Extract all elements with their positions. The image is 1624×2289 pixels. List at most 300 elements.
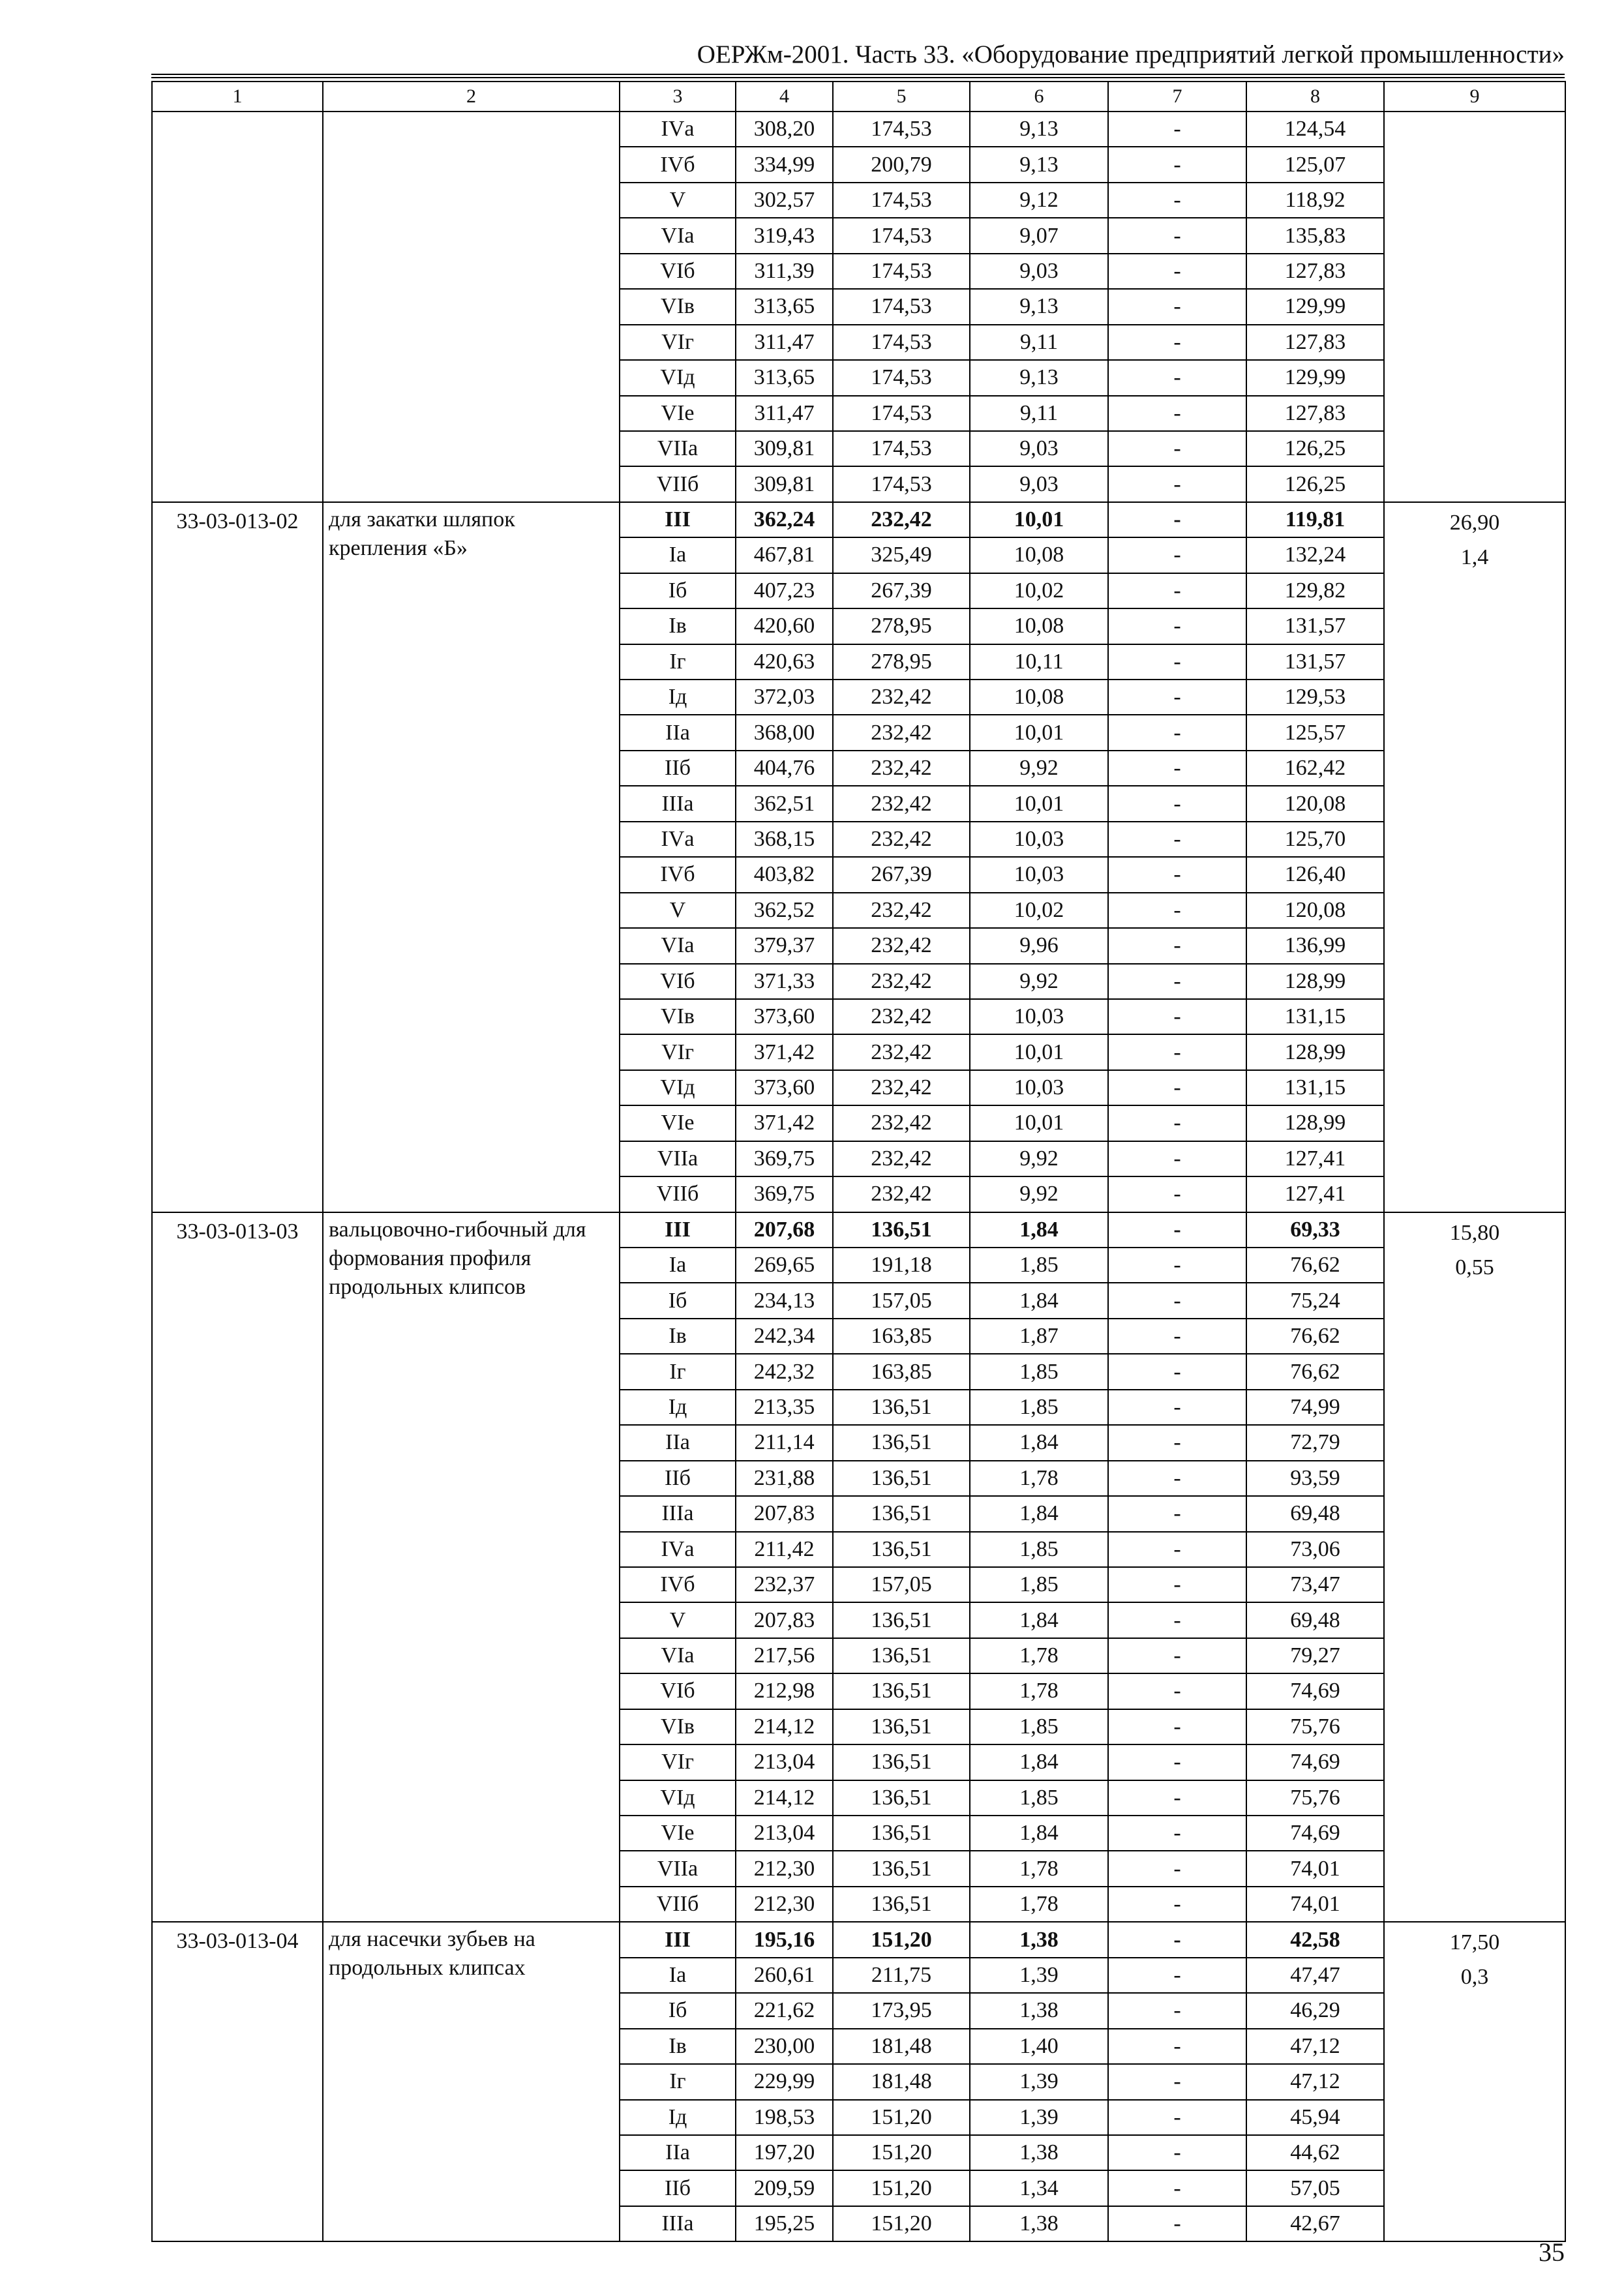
wages-cell: 232,42 (833, 751, 970, 786)
materials-cell: 69,33 (1246, 1212, 1384, 1248)
wages-cell: 174,53 (833, 218, 970, 253)
wages-cell: 278,95 (833, 644, 970, 680)
materials-cell: 129,99 (1246, 360, 1384, 395)
materials-cell: 127,83 (1246, 325, 1384, 360)
materials-cell: 125,57 (1246, 715, 1384, 750)
total-cost-cell: 234,13 (736, 1283, 833, 1318)
wages-cell: 325,49 (833, 537, 970, 573)
machinist-wages-cell: - (1108, 1141, 1246, 1176)
zone-cell: VIа (620, 928, 736, 963)
table-row (152, 502, 1565, 537)
zone-cell: Iд (620, 2100, 736, 2135)
zone-cell: Iб (620, 573, 736, 608)
machinist-wages-cell: - (1108, 2135, 1246, 2170)
total-cost-cell: 313,65 (736, 289, 833, 324)
total-cost-cell: 371,42 (736, 1034, 833, 1070)
machine-cost-cell: 10,02 (970, 573, 1108, 608)
machinist-wages-cell: - (1108, 325, 1246, 360)
machinist-wages-cell: - (1108, 857, 1246, 892)
zone-cell: VIв (620, 999, 736, 1034)
machinist-wages-cell: - (1108, 1496, 1246, 1531)
machinist-wages-cell: - (1108, 1070, 1246, 1105)
machine-cost-cell: 9,92 (970, 964, 1108, 999)
materials-cell: 128,99 (1246, 1034, 1384, 1070)
total-cost-cell: 311,47 (736, 396, 833, 431)
zone-cell: IIIа (620, 2206, 736, 2241)
machine-cost-cell: 1,78 (970, 1461, 1108, 1496)
zone-cell: Iа (620, 1248, 736, 1283)
machine-cost-cell: 1,78 (970, 1673, 1108, 1709)
zone-cell: VIг (620, 1744, 736, 1780)
machine-cost-cell: 9,92 (970, 1176, 1108, 1212)
machinist-wages-cell: - (1108, 466, 1246, 501)
labor-cell (1384, 112, 1565, 502)
machinist-wages-cell: - (1108, 822, 1246, 857)
position-code-cell (152, 112, 323, 502)
total-cost-cell: 197,20 (736, 2135, 833, 2170)
materials-cell: 47,12 (1246, 2029, 1384, 2064)
column-number-cell: 5 (833, 82, 970, 112)
materials-cell: 135,83 (1246, 218, 1384, 253)
position-code-cell: 33-03-013-02 (152, 502, 323, 1212)
materials-cell: 127,41 (1246, 1141, 1384, 1176)
wages-cell: 136,51 (833, 1532, 970, 1567)
zone-cell: Iа (620, 1958, 736, 1993)
machinist-wages-cell: - (1108, 1958, 1246, 1993)
total-cost-cell: 302,57 (736, 183, 833, 218)
wages-cell: 151,20 (833, 1922, 970, 1957)
wages-cell: 232,42 (833, 893, 970, 928)
materials-cell: 128,99 (1246, 964, 1384, 999)
total-cost-cell: 362,51 (736, 786, 833, 821)
wages-cell: 232,42 (833, 1070, 970, 1105)
wages-cell: 232,42 (833, 502, 970, 537)
machinist-wages-cell: - (1108, 2100, 1246, 2135)
materials-cell: 131,15 (1246, 999, 1384, 1034)
machinist-wages-cell: - (1108, 1638, 1246, 1673)
column-number-cell: 1 (152, 82, 323, 112)
machinist-wages-cell: - (1108, 1319, 1246, 1354)
total-cost-cell: 319,43 (736, 218, 833, 253)
machinist-wages-cell: - (1108, 999, 1246, 1034)
wages-cell: 151,20 (833, 2135, 970, 2170)
labor-cell (1384, 1922, 1565, 2241)
total-cost-cell: 373,60 (736, 999, 833, 1034)
machine-cost-cell: 1,85 (970, 1248, 1108, 1283)
wages-cell: 267,39 (833, 857, 970, 892)
labor-cell (1384, 502, 1565, 1212)
machinist-wages-cell: - (1108, 537, 1246, 573)
machinist-wages-cell: - (1108, 1744, 1246, 1780)
total-cost-cell: 213,04 (736, 1816, 833, 1851)
wages-cell: 136,51 (833, 1887, 970, 1922)
machine-cost-cell: 1,84 (970, 1816, 1108, 1851)
price-table (151, 81, 1566, 2242)
wages-cell: 151,20 (833, 2206, 970, 2241)
machine-cost-cell: 10,08 (970, 608, 1108, 644)
total-cost-cell: 269,65 (736, 1248, 833, 1283)
materials-cell: 127,83 (1246, 254, 1384, 289)
wages-cell: 174,53 (833, 360, 970, 395)
machinist-wages-cell: - (1108, 289, 1246, 324)
total-cost-cell: 195,25 (736, 2206, 833, 2241)
wages-cell: 174,53 (833, 466, 970, 501)
machinist-wages-cell: - (1108, 1816, 1246, 1851)
total-cost-cell: 211,42 (736, 1532, 833, 1567)
zone-cell: VIIа (620, 1851, 736, 1886)
total-cost-cell: 213,04 (736, 1744, 833, 1780)
wages-cell: 232,42 (833, 1141, 970, 1176)
wages-cell: 232,42 (833, 928, 970, 963)
machine-cost-cell: 1,38 (970, 2206, 1108, 2241)
table-row (152, 112, 1565, 147)
total-cost-cell: 311,39 (736, 254, 833, 289)
materials-cell: 131,57 (1246, 644, 1384, 680)
machine-cost-cell: 9,13 (970, 147, 1108, 182)
zone-cell: Iв (620, 1319, 736, 1354)
equipment-name-cell (323, 112, 620, 502)
materials-cell: 76,62 (1246, 1248, 1384, 1283)
machinist-wages-cell: - (1108, 928, 1246, 963)
wages-cell: 151,20 (833, 2170, 970, 2206)
machinist-wages-cell: - (1108, 360, 1246, 395)
materials-cell: 120,08 (1246, 786, 1384, 821)
table-row (152, 1922, 1565, 1957)
total-cost-cell: 309,81 (736, 431, 833, 466)
materials-cell: 69,48 (1246, 1602, 1384, 1638)
materials-cell: 125,70 (1246, 822, 1384, 857)
machine-cost-cell: 1,39 (970, 2064, 1108, 2099)
zone-cell: IVб (620, 147, 736, 182)
materials-cell: 47,12 (1246, 2064, 1384, 2099)
zone-cell: Iб (620, 1993, 736, 2028)
machine-cost-cell: 9,13 (970, 289, 1108, 324)
total-cost-cell: 231,88 (736, 1461, 833, 1496)
machinist-wages-cell: - (1108, 396, 1246, 431)
wages-cell: 232,42 (833, 964, 970, 999)
zone-cell: VIб (620, 254, 736, 289)
zone-cell: VIIа (620, 1141, 736, 1176)
column-number-row (152, 82, 1565, 112)
total-cost-cell: 211,14 (736, 1425, 833, 1460)
materials-cell: 128,99 (1246, 1105, 1384, 1141)
machinist-wages-cell: - (1108, 431, 1246, 466)
wages-cell: 232,42 (833, 1176, 970, 1212)
machinist-wages-cell: - (1108, 1851, 1246, 1886)
wages-cell: 136,51 (833, 1744, 970, 1780)
wages-cell: 136,51 (833, 1816, 970, 1851)
wages-cell: 278,95 (833, 608, 970, 644)
machine-cost-cell: 1,85 (970, 1780, 1108, 1816)
machine-cost-cell: 9,13 (970, 360, 1108, 395)
materials-cell: 132,24 (1246, 537, 1384, 573)
total-cost-cell: 214,12 (736, 1780, 833, 1816)
machine-cost-cell: 10,03 (970, 822, 1108, 857)
machinist-wages-cell: - (1108, 2206, 1246, 2241)
machinist-wages-cell: - (1108, 893, 1246, 928)
zone-cell: Iг (620, 2064, 736, 2099)
materials-cell: 126,40 (1246, 857, 1384, 892)
machinist-wages-cell: - (1108, 1602, 1246, 1638)
wages-cell: 136,51 (833, 1638, 970, 1673)
machine-cost-cell: 1,38 (970, 1993, 1108, 2028)
total-cost-cell: 207,83 (736, 1602, 833, 1638)
machine-cost-cell: 9,13 (970, 112, 1108, 147)
machine-cost-cell: 10,01 (970, 502, 1108, 537)
materials-cell: 76,62 (1246, 1319, 1384, 1354)
machine-cost-cell: 1,38 (970, 1922, 1108, 1957)
labor-workers-value: 15,80 (1449, 1220, 1500, 1245)
materials-cell: 129,99 (1246, 289, 1384, 324)
total-cost-cell: 207,83 (736, 1496, 833, 1531)
total-cost-cell: 368,00 (736, 715, 833, 750)
machine-cost-cell: 1,39 (970, 1958, 1108, 1993)
materials-cell: 120,08 (1246, 893, 1384, 928)
materials-cell: 72,79 (1246, 1425, 1384, 1460)
materials-cell: 75,76 (1246, 1780, 1384, 1816)
machine-cost-cell: 1,84 (970, 1283, 1108, 1318)
total-cost-cell: 311,47 (736, 325, 833, 360)
wages-cell: 173,95 (833, 1993, 970, 2028)
wages-cell: 136,51 (833, 1461, 970, 1496)
column-number-cell: 3 (620, 82, 736, 112)
machine-cost-cell: 1,85 (970, 1709, 1108, 1744)
total-cost-cell: 229,99 (736, 2064, 833, 2099)
materials-cell: 131,15 (1246, 1070, 1384, 1105)
machine-cost-cell: 9,12 (970, 183, 1108, 218)
wages-cell: 174,53 (833, 112, 970, 147)
machine-cost-cell: 1,38 (970, 2135, 1108, 2170)
machine-cost-cell: 10,03 (970, 999, 1108, 1034)
materials-cell: 79,27 (1246, 1638, 1384, 1673)
column-number-cell: 9 (1384, 82, 1565, 112)
machine-cost-cell: 10,01 (970, 1034, 1108, 1070)
labor-workers-value: 17,50 (1449, 1930, 1500, 1955)
total-cost-cell: 221,62 (736, 1993, 833, 2028)
zone-cell: IVб (620, 857, 736, 892)
materials-cell: 73,47 (1246, 1567, 1384, 1602)
machinist-wages-cell: - (1108, 1354, 1246, 1389)
machine-cost-cell: 1,40 (970, 2029, 1108, 2064)
materials-cell: 42,67 (1246, 2206, 1384, 2241)
total-cost-cell: 362,24 (736, 502, 833, 537)
zone-cell: III (620, 1922, 736, 1957)
zone-cell: VIIа (620, 431, 736, 466)
total-cost-cell: 403,82 (736, 857, 833, 892)
machinist-wages-cell: - (1108, 1248, 1246, 1283)
zone-cell: IVа (620, 112, 736, 147)
total-cost-cell: 369,75 (736, 1141, 833, 1176)
machine-cost-cell: 9,03 (970, 466, 1108, 501)
machinist-wages-cell: - (1108, 786, 1246, 821)
wages-cell: 136,51 (833, 1390, 970, 1425)
wages-cell: 232,42 (833, 1105, 970, 1141)
machinist-wages-cell: - (1108, 964, 1246, 999)
column-number-cell: 7 (1108, 82, 1246, 112)
total-cost-cell: 207,68 (736, 1212, 833, 1248)
machinist-wages-cell: - (1108, 1922, 1246, 1957)
materials-cell: 76,62 (1246, 1354, 1384, 1389)
machinist-wages-cell: - (1108, 2029, 1246, 2064)
wages-cell: 211,75 (833, 1958, 970, 1993)
machinist-wages-cell: - (1108, 1887, 1246, 1922)
zone-cell: Iг (620, 1354, 736, 1389)
machine-cost-cell: 10,11 (970, 644, 1108, 680)
zone-cell: IIIа (620, 1496, 736, 1531)
materials-cell: 162,42 (1246, 751, 1384, 786)
machine-cost-cell: 1,85 (970, 1567, 1108, 1602)
total-cost-cell: 371,42 (736, 1105, 833, 1141)
materials-cell: 44,62 (1246, 2135, 1384, 2170)
materials-cell: 73,06 (1246, 1532, 1384, 1567)
zone-cell: VIд (620, 360, 736, 395)
machine-cost-cell: 10,03 (970, 857, 1108, 892)
zone-cell: VIб (620, 964, 736, 999)
header-rule (151, 74, 1565, 78)
machine-cost-cell: 1,78 (970, 1851, 1108, 1886)
machinist-wages-cell: - (1108, 1993, 1246, 2028)
total-cost-cell: 212,30 (736, 1887, 833, 1922)
position-code-cell: 33-03-013-04 (152, 1922, 323, 2241)
total-cost-cell: 407,23 (736, 573, 833, 608)
zone-cell: III (620, 1212, 736, 1248)
total-cost-cell: 209,59 (736, 2170, 833, 2206)
wages-cell: 136,51 (833, 1496, 970, 1531)
machine-cost-cell: 1,85 (970, 1390, 1108, 1425)
machine-cost-cell: 9,92 (970, 751, 1108, 786)
wages-cell: 157,05 (833, 1283, 970, 1318)
total-cost-cell: 309,81 (736, 466, 833, 501)
wages-cell: 191,18 (833, 1248, 970, 1283)
machinist-wages-cell: - (1108, 1390, 1246, 1425)
wages-cell: 136,51 (833, 1425, 970, 1460)
machine-cost-cell: 9,11 (970, 325, 1108, 360)
machinist-wages-cell: - (1108, 680, 1246, 715)
machine-cost-cell: 9,11 (970, 396, 1108, 431)
total-cost-cell: 362,52 (736, 893, 833, 928)
wages-cell: 174,53 (833, 183, 970, 218)
machine-cost-cell: 10,03 (970, 1070, 1108, 1105)
machinist-wages-cell: - (1108, 1461, 1246, 1496)
total-cost-cell: 242,32 (736, 1354, 833, 1389)
zone-cell: IIа (620, 1425, 736, 1460)
total-cost-cell: 379,37 (736, 928, 833, 963)
machine-cost-cell: 10,01 (970, 715, 1108, 750)
wages-cell: 181,48 (833, 2064, 970, 2099)
materials-cell: 74,69 (1246, 1816, 1384, 1851)
materials-cell: 75,24 (1246, 1283, 1384, 1318)
machine-cost-cell: 1,84 (970, 1602, 1108, 1638)
materials-cell: 74,69 (1246, 1673, 1384, 1709)
wages-cell: 136,51 (833, 1212, 970, 1248)
zone-cell: VIг (620, 1034, 736, 1070)
machinist-wages-cell: - (1108, 218, 1246, 253)
zone-cell: IIа (620, 2135, 736, 2170)
wages-cell: 174,53 (833, 254, 970, 289)
wages-cell: 151,20 (833, 2100, 970, 2135)
machine-cost-cell: 10,01 (970, 786, 1108, 821)
materials-cell: 119,81 (1246, 502, 1384, 537)
zone-cell: VIб (620, 1673, 736, 1709)
machinist-wages-cell: - (1108, 2170, 1246, 2206)
zone-cell: IVб (620, 1567, 736, 1602)
machine-cost-cell: 1,84 (970, 1425, 1108, 1460)
total-cost-cell: 420,60 (736, 608, 833, 644)
machinist-wages-cell: - (1108, 1176, 1246, 1212)
wages-cell: 136,51 (833, 1709, 970, 1744)
zone-cell: VIе (620, 1816, 736, 1851)
materials-cell: 75,76 (1246, 1709, 1384, 1744)
materials-cell: 69,48 (1246, 1496, 1384, 1531)
machine-cost-cell: 1,87 (970, 1319, 1108, 1354)
materials-cell: 57,05 (1246, 2170, 1384, 2206)
materials-cell: 74,01 (1246, 1851, 1384, 1886)
total-cost-cell: 334,99 (736, 147, 833, 182)
zone-cell: VIа (620, 1638, 736, 1673)
zone-cell: VIе (620, 396, 736, 431)
materials-cell: 42,58 (1246, 1922, 1384, 1957)
equipment-name-cell: для насечки зубьев на продольных клипсах (323, 1922, 620, 2241)
machine-cost-cell: 9,92 (970, 1141, 1108, 1176)
machine-cost-cell: 1,85 (970, 1354, 1108, 1389)
zone-cell: IIIа (620, 786, 736, 821)
total-cost-cell: 232,37 (736, 1567, 833, 1602)
wages-cell: 136,51 (833, 1780, 970, 1816)
zone-cell: III (620, 502, 736, 537)
labor-machinists-value: 1,4 (1460, 545, 1489, 569)
equipment-name-cell: для закатки шляпок крепления «Б» (323, 502, 620, 1212)
total-cost-cell: 420,63 (736, 644, 833, 680)
machinist-wages-cell: - (1108, 1212, 1246, 1248)
machine-cost-cell: 10,08 (970, 537, 1108, 573)
machinist-wages-cell: - (1108, 1780, 1246, 1816)
machine-cost-cell: 9,96 (970, 928, 1108, 963)
zone-cell: VIд (620, 1780, 736, 1816)
labor-machinists-value: 0,3 (1460, 1965, 1489, 1990)
materials-cell: 136,99 (1246, 928, 1384, 963)
wages-cell: 136,51 (833, 1602, 970, 1638)
zone-cell: IVа (620, 822, 736, 857)
wages-cell: 232,42 (833, 715, 970, 750)
materials-cell: 74,01 (1246, 1887, 1384, 1922)
zone-cell: Iб (620, 1283, 736, 1318)
zone-cell: VIв (620, 289, 736, 324)
zone-cell: Iв (620, 608, 736, 644)
zone-cell: VIв (620, 1709, 736, 1744)
column-number-cell: 4 (736, 82, 833, 112)
materials-cell: 74,69 (1246, 1744, 1384, 1780)
zone-cell: V (620, 893, 736, 928)
machinist-wages-cell: - (1108, 644, 1246, 680)
total-cost-cell: 373,60 (736, 1070, 833, 1105)
machine-cost-cell: 1,84 (970, 1212, 1108, 1248)
materials-cell: 74,99 (1246, 1390, 1384, 1425)
wages-cell: 232,42 (833, 999, 970, 1034)
labor-cell (1384, 1212, 1565, 1922)
total-cost-cell: 230,00 (736, 2029, 833, 2064)
machine-cost-cell: 10,02 (970, 893, 1108, 928)
wages-cell: 163,85 (833, 1354, 970, 1389)
total-cost-cell: 198,53 (736, 2100, 833, 2135)
machinist-wages-cell: - (1108, 147, 1246, 182)
total-cost-cell: 467,81 (736, 537, 833, 573)
total-cost-cell: 217,56 (736, 1638, 833, 1673)
zone-cell: IVа (620, 1532, 736, 1567)
wages-cell: 232,42 (833, 786, 970, 821)
zone-cell: IIа (620, 715, 736, 750)
machine-cost-cell: 9,03 (970, 431, 1108, 466)
total-cost-cell: 195,16 (736, 1922, 833, 1957)
